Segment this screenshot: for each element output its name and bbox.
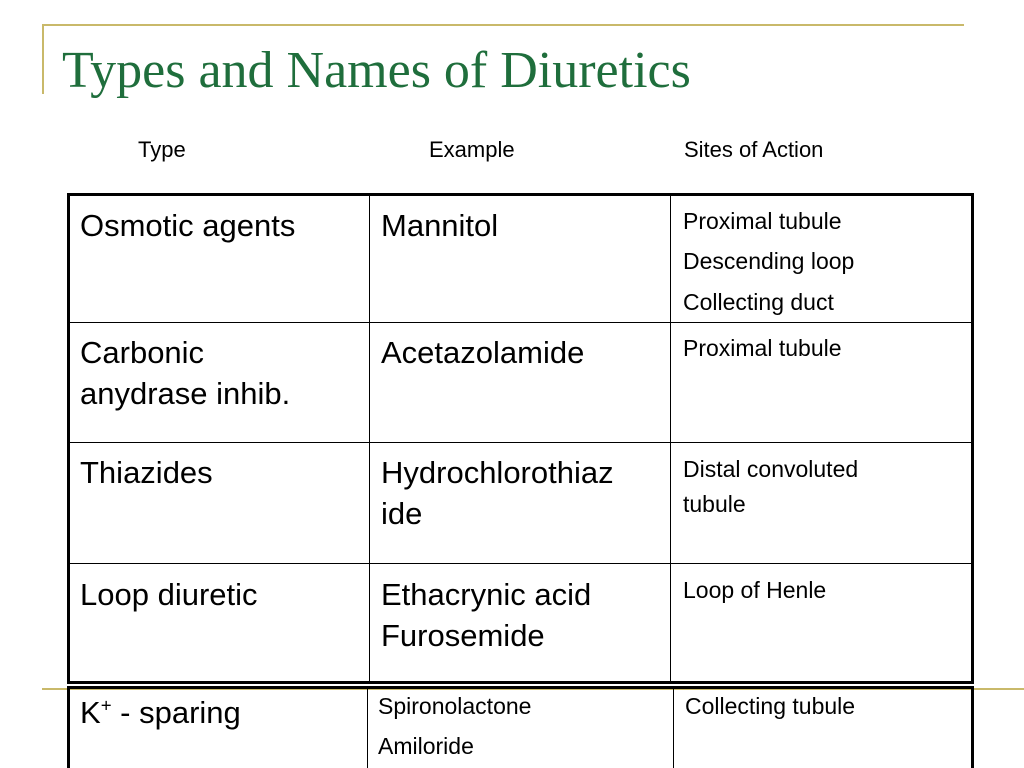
column-divider: [670, 193, 671, 684]
sparing-label: - sparing: [111, 695, 241, 730]
cell-text: Hydrochlorothiaz: [381, 455, 614, 490]
cell-text: ide: [381, 496, 423, 532]
cell-text: tubule: [683, 490, 746, 517]
cell-sites: [683, 201, 854, 322]
cell-text: Loop diuretic: [80, 577, 258, 612]
table-border-left: [67, 193, 70, 684]
cell-text: anydrase inhib.: [80, 376, 291, 412]
cell-text: Collecting tubule: [685, 693, 856, 719]
table-border-bottom: [67, 681, 974, 684]
cell-type: [80, 692, 241, 733]
table-border-top: [67, 193, 974, 196]
row-divider: [67, 442, 974, 443]
cell-type: [80, 452, 213, 493]
cell-type: [80, 332, 290, 414]
table-border-right: [971, 686, 974, 768]
table-border-left: [67, 686, 70, 768]
slide-frame-top-rule: [42, 24, 964, 26]
cell-example: [381, 332, 584, 373]
cell-text: Proximal tubule: [683, 208, 842, 234]
cell-text: Proximal tubule: [683, 335, 842, 361]
cell-type: [80, 205, 295, 246]
slide-title: Types and Names of Diuretics: [62, 42, 691, 99]
column-divider: [367, 686, 368, 768]
cell-text: Distal convoluted: [683, 456, 859, 482]
cell-type: [80, 574, 258, 615]
cell-example: [381, 574, 591, 656]
cell-sites: [683, 452, 858, 521]
cell-text: Descending loop: [683, 248, 855, 275]
cell-text: Amiloride: [378, 733, 474, 760]
column-divider: [673, 686, 674, 768]
potassium-symbol: K: [80, 695, 101, 730]
cell-text: Loop of Henle: [683, 577, 827, 603]
cell-example: [378, 686, 531, 767]
cell-text: Osmotic agents: [80, 208, 296, 243]
potassium-charge: +: [100, 694, 112, 716]
row-divider: [67, 563, 974, 564]
column-header-sites: Sites of Action: [684, 137, 824, 162]
cell-sites: [683, 573, 826, 608]
cell-text: Acetazolamide: [381, 335, 585, 370]
column-divider: [369, 193, 370, 684]
cell-text: Spironolactone: [378, 693, 532, 719]
cell-text: Carbonic: [80, 335, 205, 370]
slide-frame-left-rule: [42, 24, 44, 94]
cell-text: Mannitol: [381, 208, 499, 243]
cell-text: Ethacrynic acid: [381, 577, 592, 612]
cell-text: Collecting duct: [683, 288, 834, 315]
table-border-right: [971, 193, 974, 684]
cell-text: Thiazides: [80, 455, 213, 490]
cell-sites: [685, 689, 855, 724]
cell-example: [381, 452, 614, 534]
cell-text: [80, 692, 241, 733]
column-header-type: Type: [138, 137, 186, 162]
row-divider: [67, 322, 974, 323]
cell-sites: [683, 331, 842, 366]
cell-example: [381, 205, 498, 246]
column-header-example: Example: [429, 137, 515, 162]
cell-text: Furosemide: [381, 618, 545, 654]
